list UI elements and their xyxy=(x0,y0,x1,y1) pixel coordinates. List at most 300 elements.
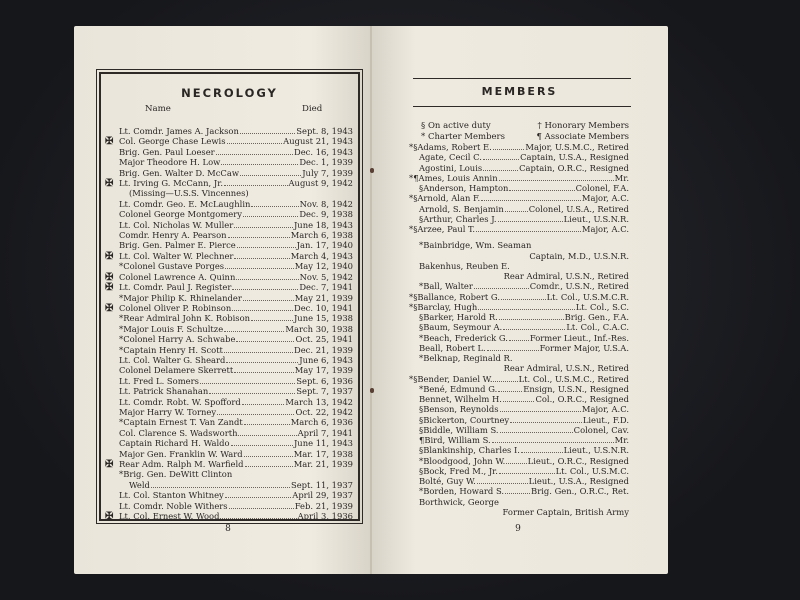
staple-bottom xyxy=(370,388,374,393)
necrology-row xyxy=(105,355,353,365)
leader-dots xyxy=(505,211,528,212)
deceased-name xyxy=(105,480,150,490)
date-of-death: June 11, 1943 xyxy=(293,438,353,449)
leader-dots xyxy=(478,309,574,310)
member-row xyxy=(409,456,629,466)
member-row xyxy=(409,204,629,214)
date-of-death: Feb. 21, 1939 xyxy=(294,500,353,511)
leader-dots xyxy=(503,329,565,330)
date-of-death: Dec. 9, 1938 xyxy=(299,209,353,220)
member-row xyxy=(409,425,629,435)
date-of-death: July 7, 1939 xyxy=(302,167,353,178)
leader-dots xyxy=(503,401,535,402)
leader-dots xyxy=(499,180,614,181)
deceased-name-text: Colonel George Montgomery xyxy=(119,209,242,220)
cross-icon: ✠ xyxy=(105,302,114,314)
member-row xyxy=(409,374,629,384)
leader-dots xyxy=(224,330,284,332)
leader-dots xyxy=(244,455,293,457)
member-rank: Former Lieut., Inf.-Res. xyxy=(529,332,629,343)
leader-dots xyxy=(483,170,518,171)
member-rank: Lt. Col., C.A.C. xyxy=(566,322,629,333)
date-of-death: June 6, 1943 xyxy=(299,354,353,365)
leader-dots xyxy=(499,319,564,320)
deceased-name-text: *Colonel Gustave Porges xyxy=(119,261,225,272)
member-row xyxy=(409,435,629,445)
member-name: §Biddle, William S. xyxy=(419,424,499,435)
member-rank: Brig. Gen., O.R.C., Ret. xyxy=(531,486,629,497)
member-name: Agate, Cecil C. xyxy=(419,152,482,163)
member-row xyxy=(409,394,629,404)
member-row xyxy=(409,193,629,203)
deceased-name xyxy=(105,230,227,240)
deceased-name xyxy=(105,345,223,355)
necrology-row xyxy=(105,459,353,469)
member-rank: Lieut., U.S.A., Resigned xyxy=(528,476,629,486)
necrology-row xyxy=(105,407,353,417)
deceased-name xyxy=(105,365,233,375)
leader-dots xyxy=(236,278,298,280)
leader-dots xyxy=(498,221,563,222)
deceased-name-text: *Rear Admiral John K. Robison xyxy=(119,313,251,324)
leader-dots xyxy=(474,288,529,289)
member-rank-continued xyxy=(409,251,629,261)
necrology-row xyxy=(105,480,353,490)
date-of-death: Oct. 22, 1942 xyxy=(295,406,353,417)
necrology-row xyxy=(105,334,353,344)
deceased-name-text: Captain Richard H. Waldo xyxy=(119,438,230,449)
leader-dots xyxy=(200,382,295,384)
necrology-row xyxy=(105,376,353,386)
deceased-name-text: Colonel Oliver P. Robinson xyxy=(119,302,232,313)
date-of-death: August 9, 1942 xyxy=(288,178,353,189)
member-name: *Bloodgood, John W. xyxy=(419,455,506,466)
member-row xyxy=(409,404,629,414)
date-of-death: Dec. 1, 1939 xyxy=(299,157,353,168)
member-rank: Colonel, Cav. xyxy=(573,424,629,435)
date-of-death: Nov. 5, 1942 xyxy=(299,271,353,282)
member-name: §Arthur, Charles J. xyxy=(419,213,497,224)
member-name: §Bickerton, Courtney xyxy=(419,414,510,425)
member-row xyxy=(409,302,629,312)
deceased-name-text: Lt. Fred L. Somers xyxy=(119,375,199,386)
leader-dots xyxy=(492,442,614,443)
necrology-row xyxy=(105,345,353,355)
member-rank: Major, A.C. xyxy=(581,193,629,204)
member-row xyxy=(409,163,629,173)
deceased-name-text: *Major Philip K. Rhinelander xyxy=(119,292,242,303)
leader-dots xyxy=(225,267,294,269)
necrology-row xyxy=(105,147,353,157)
deceased-name-text: *Major Louis F. Schultze xyxy=(119,323,224,334)
deceased-name xyxy=(105,386,208,396)
necrology-row xyxy=(105,220,353,230)
necrology-row xyxy=(105,230,353,240)
deceased-name-text: Lt. Irving G. McCann, Jr. xyxy=(119,178,223,189)
legend-item: ¶ Associate Members xyxy=(536,132,629,142)
date-of-death: March 6, 1938 xyxy=(290,230,353,241)
member-rank: Former Major, U.S.A. xyxy=(539,342,629,353)
necrology-row xyxy=(105,324,353,334)
member-row xyxy=(409,322,629,332)
leader-dots xyxy=(499,473,555,474)
leader-dots xyxy=(242,403,285,405)
leader-dots xyxy=(509,190,574,191)
member-name: *§Bender, Daniel W. xyxy=(409,373,493,384)
leader-dots xyxy=(229,507,294,509)
deceased-name xyxy=(105,157,220,167)
deceased-name-text: Colonel Delamere Skerrett xyxy=(119,365,234,376)
deceased-name-text: Lt. Comdr. Geo. E. McLaughlin xyxy=(119,198,251,209)
deceased-name-text: *Brig. Gen. DeWitt Clinton xyxy=(119,469,233,480)
member-name: §Anderson, Hampton xyxy=(419,183,509,193)
member-rank-continued xyxy=(409,507,629,517)
leader-dots xyxy=(225,496,291,498)
member-name: *Bené, Edmund G. xyxy=(419,383,498,394)
necrology-row xyxy=(105,168,353,178)
necrology-row xyxy=(105,511,353,521)
necrology-row xyxy=(105,261,353,271)
necrology-row xyxy=(105,428,353,438)
leader-dots xyxy=(509,340,529,341)
deceased-name-text: Lt. Col. Stanton Whitney xyxy=(119,490,224,501)
necrology-row xyxy=(105,157,353,167)
necrology-row xyxy=(105,126,353,136)
member-row xyxy=(409,292,629,302)
leader-dots xyxy=(216,153,293,155)
deceased-name-text: (Missing—U.S.S. Vincennes) xyxy=(129,188,249,199)
leader-dots xyxy=(234,226,293,228)
deceased-name xyxy=(105,407,216,417)
leader-dots xyxy=(500,411,581,412)
necrology-row xyxy=(105,449,353,459)
member-rank: Captain, M.D., U.S.N.R. xyxy=(529,250,629,261)
necrology-row xyxy=(105,240,353,250)
deceased-name-text: Lt. Col. Nicholas W. Muller xyxy=(119,219,234,230)
cross-icon: ✠ xyxy=(105,511,114,523)
necrology-row xyxy=(105,251,353,261)
deceased-name-text: Col. Clarence S. Wadsworth xyxy=(119,427,238,438)
deceased-name-text: Brig. Gen. Paul Loeser xyxy=(119,146,215,157)
deceased-name xyxy=(105,438,230,448)
member-row xyxy=(409,142,629,152)
staple-top xyxy=(370,168,374,173)
leader-dots xyxy=(493,381,517,382)
top-rule xyxy=(413,78,631,79)
deceased-name-text: Lt. Comdr. Noble Withers xyxy=(119,500,228,511)
deceased-name-text: Major Theodore H. Low xyxy=(119,157,221,168)
member-name: ¶Bird, William S. xyxy=(419,435,491,445)
deceased-name xyxy=(105,209,242,219)
date-of-death: March 4, 1943 xyxy=(290,250,353,261)
member-name: *¶Ames, Louis Annin xyxy=(409,172,498,183)
member-rank: Lieut., U.S.N.R. xyxy=(563,213,629,224)
deceased-name xyxy=(105,490,224,500)
member-name: Borthwick, George xyxy=(419,496,499,507)
member-name: *Belknap, Reginald R. xyxy=(419,353,513,363)
member-rank: Mr. xyxy=(614,172,629,183)
right-page xyxy=(371,26,668,574)
deceased-name xyxy=(105,428,237,438)
member-name: Agostini, Louis xyxy=(419,162,483,173)
member-rank: Captain, U.S.A., Resigned xyxy=(520,152,629,163)
necrology-row xyxy=(105,365,353,375)
leader-dots xyxy=(209,392,295,394)
necrology-row xyxy=(105,501,353,511)
date-of-death: Dec. 21, 1939 xyxy=(294,344,353,355)
legend-item: † Honorary Members xyxy=(537,121,629,131)
cross-icon: ✠ xyxy=(105,178,114,190)
cross-icon: ✠ xyxy=(105,459,114,470)
member-rank: Major, A.C. xyxy=(581,404,629,415)
cross-icon: ✠ xyxy=(105,250,114,262)
date-of-death: Jan. 17, 1940 xyxy=(296,240,353,251)
member-name: §Baum, Seymour A. xyxy=(419,322,503,333)
member-name: §Benson, Reynolds xyxy=(419,404,499,415)
legend-item: * Charter Members xyxy=(421,132,505,142)
member-rank: Comdr., U.S.N., Retired xyxy=(529,281,629,292)
leader-dots xyxy=(521,452,563,453)
date-of-death: April 7, 1941 xyxy=(297,427,353,438)
members-list xyxy=(409,142,629,517)
member-name: Bakenhus, Reuben E. xyxy=(419,260,510,271)
deceased-name-text: Brig. Gen. Palmer E. Pierce xyxy=(119,240,236,251)
necrology-title: NECROLOGY xyxy=(181,86,278,100)
member-name: *Ball, Walter xyxy=(419,281,473,292)
member-row xyxy=(409,261,629,271)
member-rank: Major, A.C. xyxy=(581,224,629,234)
member-rank-continued xyxy=(409,363,629,373)
necrology-row xyxy=(105,209,353,219)
deceased-name-text: *Colonel Harry A. Schwabe xyxy=(119,334,236,345)
date-of-death: April 29, 1937 xyxy=(292,490,353,501)
member-row xyxy=(409,486,629,496)
member-name: *§Ballance, Robert G. xyxy=(409,291,500,302)
member-row xyxy=(409,183,629,193)
leader-dots xyxy=(240,132,295,134)
deceased-name-text: Rear Adm. Ralph M. Warfield xyxy=(119,459,244,469)
member-rank: Rear Admiral, U.S.N., Retired xyxy=(503,363,629,374)
date-of-death: March 6, 1936 xyxy=(290,417,353,428)
leader-dots xyxy=(231,444,293,446)
member-rank: Captain, O.R.C., Resigned xyxy=(519,162,629,173)
member-name: *Borden, Howard S. xyxy=(419,486,505,497)
leader-dots xyxy=(477,483,528,484)
date-of-death: August 21, 1943 xyxy=(283,136,353,147)
member-rank: Former Captain, British Army xyxy=(502,506,629,517)
member-name: §Blankinship, Charles I. xyxy=(419,445,520,456)
necrology-row xyxy=(105,293,353,303)
member-name: *§Barclay, Hugh xyxy=(409,301,478,312)
member-rank: Lieut., O.R.C., Resigned xyxy=(527,455,629,466)
member-name: Beall, Robert L. xyxy=(419,342,486,353)
deceased-name xyxy=(105,417,243,427)
leader-dots xyxy=(238,434,296,436)
date-of-death: May 12, 1940 xyxy=(294,261,353,272)
necrology-row xyxy=(105,438,353,448)
deceased-name xyxy=(105,511,219,522)
necrology-row xyxy=(105,188,353,198)
member-row xyxy=(409,281,629,291)
deceased-name-text: Lt. Comdr. Paul J. Register xyxy=(119,282,232,293)
date-of-death: Mar. 21, 1939 xyxy=(293,459,353,469)
deceased-name-text: Lt. Comdr. James A. Jackson xyxy=(119,126,239,136)
leader-dots xyxy=(237,246,296,248)
leader-dots xyxy=(227,142,283,144)
member-name: *§Adams, Robert E. xyxy=(409,142,492,152)
member-rank: Lt. Col., U.S.M.C.R. xyxy=(546,291,629,302)
leader-dots xyxy=(151,486,290,488)
date-of-death: June 15, 1938 xyxy=(293,313,353,324)
leader-dots xyxy=(217,413,294,415)
member-rank: Lieut., F.D. xyxy=(582,414,629,425)
cross-icon: ✠ xyxy=(105,282,114,294)
deceased-name-text: Brig. Gen. Walter D. McCaw xyxy=(119,167,240,178)
deceased-name xyxy=(105,220,233,230)
leader-dots xyxy=(224,351,293,353)
member-rank: Brig. Gen., F.A. xyxy=(564,312,629,322)
date-of-death: Mar. 17, 1938 xyxy=(293,448,353,459)
deceased-name-text: *Captain Ernest T. Van Zandt xyxy=(119,417,243,428)
member-row xyxy=(409,466,629,476)
deceased-name-text: Lt. Patrick Shanahan xyxy=(119,386,209,397)
leader-dots xyxy=(481,200,581,201)
date-of-death: Sept. 6, 1936 xyxy=(296,375,353,386)
leader-dots xyxy=(232,309,293,311)
deceased-name xyxy=(105,147,215,157)
necrology-row xyxy=(105,490,353,500)
leader-dots xyxy=(251,205,298,207)
member-row xyxy=(409,214,629,224)
leader-dots xyxy=(232,288,298,290)
deceased-name xyxy=(105,449,243,459)
member-row xyxy=(409,312,629,322)
deceased-name-text: Colonel Lawrence A. Quinn xyxy=(119,271,236,282)
member-rank: Mr. xyxy=(614,435,629,445)
leader-dots xyxy=(476,231,581,232)
leader-dots xyxy=(234,257,289,259)
member-name: §Bock, Fred M., Jr. xyxy=(419,465,498,476)
member-row xyxy=(409,445,629,455)
necrology-row xyxy=(105,386,353,396)
leader-dots xyxy=(493,149,525,150)
leader-dots xyxy=(221,163,298,165)
deceased-name xyxy=(105,293,242,303)
leader-dots xyxy=(234,371,294,373)
deceased-name xyxy=(105,501,228,511)
member-name: Bolté, Guy W. xyxy=(419,476,476,486)
leader-dots xyxy=(510,422,582,423)
member-row xyxy=(409,240,629,250)
open-booklet xyxy=(74,26,668,574)
necrology-row xyxy=(105,178,353,188)
deceased-name-text: Weld xyxy=(129,479,150,490)
date-of-death: April 3, 1936 xyxy=(297,511,353,522)
leader-dots xyxy=(506,463,526,464)
leader-dots xyxy=(505,493,530,494)
date-of-death: March 30, 1938 xyxy=(285,323,353,334)
necrology-row xyxy=(105,469,353,479)
leader-dots xyxy=(220,517,296,519)
deceased-name xyxy=(105,313,250,323)
legend xyxy=(413,121,629,143)
necrology-row xyxy=(105,136,353,146)
member-row xyxy=(409,152,629,162)
deceased-name-text: Col. George Chase Lewis xyxy=(119,136,226,147)
date-of-death: Nov. 8, 1942 xyxy=(299,198,353,209)
cross-icon: ✠ xyxy=(105,271,114,283)
member-row xyxy=(409,384,629,394)
date-of-death: May 21, 1939 xyxy=(294,292,353,303)
deceased-name-text: Lt. Col. Ernest W. Wood xyxy=(119,511,220,522)
deceased-name-text: Lt. Col. Walter W. Plechner xyxy=(119,250,234,261)
leader-dots xyxy=(500,432,573,433)
leader-dots xyxy=(244,423,290,425)
spine-fold xyxy=(370,26,372,574)
page-number-right: 9 xyxy=(515,524,521,534)
deceased-name xyxy=(105,469,232,479)
members-title: MEMBERS xyxy=(481,85,558,98)
member-rank: Lt. Col., U.S.M.C., Retired xyxy=(518,373,629,384)
necrology-row xyxy=(105,282,353,292)
deceased-name-text: Lt. Comdr. Robt. W. Spofford xyxy=(119,396,241,407)
member-rank: Major, U.S.M.C., Retired xyxy=(525,142,629,152)
member-row xyxy=(409,476,629,486)
date-of-death: Dec. 10, 1941 xyxy=(294,302,353,313)
deceased-name-text: Major Gen. Franklin W. Ward xyxy=(119,448,243,459)
member-rank: Col., O.R.C., Resigned xyxy=(535,394,629,404)
member-row xyxy=(409,497,629,507)
deceased-name xyxy=(105,188,249,198)
bottom-rule xyxy=(413,106,631,107)
leader-dots xyxy=(224,184,288,186)
member-name: *§Arzee, Paul T. xyxy=(409,224,476,234)
legend-row xyxy=(413,121,629,132)
necrology-row xyxy=(105,272,353,282)
deceased-name xyxy=(105,334,235,344)
died-column-header: Died xyxy=(302,104,323,114)
deceased-name xyxy=(105,240,236,250)
deceased-name xyxy=(105,199,250,209)
leader-dots xyxy=(501,299,546,300)
leader-dots xyxy=(498,391,522,392)
member-name: §Barker, Harold R. xyxy=(419,312,498,322)
deceased-name-text: *Captain Henry H. Scott xyxy=(119,344,223,355)
member-rank: Lieut., U.S.N.R. xyxy=(563,445,629,456)
member-name: *Beach, Frederick G. xyxy=(419,332,508,343)
leader-dots xyxy=(226,361,298,363)
member-row xyxy=(409,415,629,425)
leader-dots xyxy=(243,299,294,301)
deceased-name xyxy=(105,126,239,136)
necrology-row xyxy=(105,313,353,323)
necrology-row xyxy=(105,199,353,209)
leader-dots xyxy=(245,465,293,467)
member-rank-continued xyxy=(409,271,629,281)
date-of-death: Sept. 7, 1937 xyxy=(296,386,353,397)
deceased-name-text: Major Harry W. Torney xyxy=(119,406,217,417)
member-rank: Colonel, F.A. xyxy=(575,183,629,193)
date-of-death: June 18, 1943 xyxy=(293,219,353,230)
leader-dots xyxy=(228,236,290,238)
leader-dots xyxy=(487,350,539,351)
member-name: *Bainbridge, Wm. Seaman xyxy=(419,240,532,251)
member-name: Arnold, S. Benjamin xyxy=(419,203,504,214)
deceased-name xyxy=(105,376,199,386)
leader-dots xyxy=(243,215,298,217)
deceased-name xyxy=(105,324,223,334)
member-rank: Ensign, U.S.N., Resigned xyxy=(523,383,629,394)
